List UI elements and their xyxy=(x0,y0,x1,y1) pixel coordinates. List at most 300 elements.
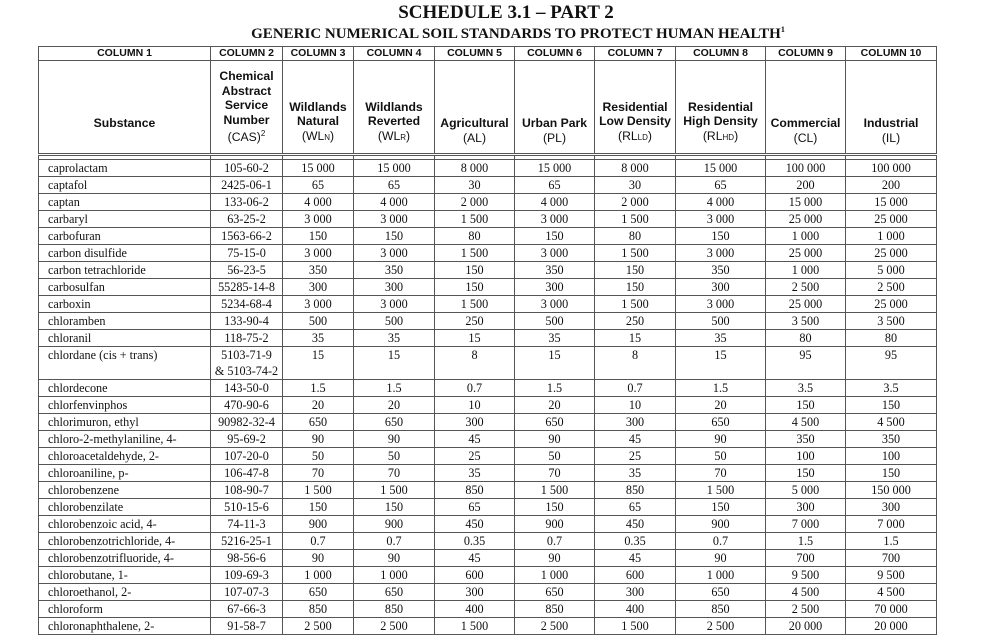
standard-value-cell: 0.7 xyxy=(435,380,515,397)
standard-value-cell: 80 xyxy=(846,330,937,347)
standard-value-cell: 15 xyxy=(515,347,595,380)
standard-value-cell: 1.5 xyxy=(766,533,846,550)
standard-value-cell: 25 000 xyxy=(846,296,937,313)
standard-value-cell: 1 000 xyxy=(515,567,595,584)
header-agricultural: Agricultural (AL) xyxy=(435,61,515,155)
standard-value-cell: 10 xyxy=(595,397,676,414)
substance-cell: chlorfenvinphos xyxy=(39,397,211,414)
standard-value-cell: 350 xyxy=(676,262,766,279)
standard-value-cell: 250 xyxy=(595,313,676,330)
standard-value-cell: 50 xyxy=(283,448,354,465)
standard-value-cell: 30 xyxy=(595,177,676,194)
standard-value-cell: 65 xyxy=(283,177,354,194)
standard-value-cell: 700 xyxy=(766,550,846,567)
schedule-subtitle xyxy=(18,25,1000,43)
standard-value-cell: 300 xyxy=(435,584,515,601)
standard-value-cell: 10 xyxy=(435,397,515,414)
standard-value-cell: 4 500 xyxy=(766,414,846,431)
cas-cell: 107-07-3 xyxy=(211,584,283,601)
column-number: COLUMN 3 xyxy=(283,47,354,61)
table-row xyxy=(39,211,937,228)
standard-value-cell: 50 xyxy=(676,448,766,465)
substance-cell: caprolactam xyxy=(39,160,211,177)
standard-value-cell: 150 xyxy=(676,228,766,245)
header-abbr: (CAS) xyxy=(227,130,261,145)
standard-value-cell: 300 xyxy=(435,414,515,431)
column-number: COLUMN 2 xyxy=(211,47,283,61)
standard-value-cell: 4 000 xyxy=(354,194,435,211)
substance-cell: chloranil xyxy=(39,330,211,347)
standard-value-cell: 200 xyxy=(766,177,846,194)
table-row xyxy=(39,533,937,550)
standard-value-cell: 3.5 xyxy=(846,380,937,397)
standard-value-cell: 150 xyxy=(846,397,937,414)
standard-value-cell: 1.5 xyxy=(354,380,435,397)
header-wildlands-reverted: Wildlands Reverted (WLR) xyxy=(354,61,435,155)
standard-value-cell: 2 000 xyxy=(435,194,515,211)
standard-value-cell: 15 xyxy=(676,347,766,380)
standard-value-cell: 300 xyxy=(676,279,766,296)
standard-value-cell: 900 xyxy=(354,516,435,533)
header-residential-low-density: Residential Low Density (RLLD) xyxy=(595,61,676,155)
substance-cell: captafol xyxy=(39,177,211,194)
table-row xyxy=(39,482,937,499)
standard-value-cell: 650 xyxy=(515,414,595,431)
standard-value-cell: 65 xyxy=(354,177,435,194)
substance-cell: carboxin xyxy=(39,296,211,313)
standard-value-cell: 30 xyxy=(435,177,515,194)
standard-value-cell: 850 xyxy=(595,482,676,499)
standard-value-cell: 400 xyxy=(595,601,676,618)
standard-value-cell: 1 500 xyxy=(435,618,515,635)
standard-value-cell: 650 xyxy=(676,414,766,431)
standard-value-cell: 250 xyxy=(435,313,515,330)
standard-value-cell: 1.5 xyxy=(846,533,937,550)
standard-value-cell: 20 000 xyxy=(766,618,846,635)
substance-cell: chloroethanol, 2- xyxy=(39,584,211,601)
standard-value-cell: 1 500 xyxy=(595,618,676,635)
standard-value-cell: 650 xyxy=(283,414,354,431)
standard-value-cell: 500 xyxy=(515,313,595,330)
standard-value-cell: 3 000 xyxy=(676,245,766,262)
standard-value-cell: 9 500 xyxy=(766,567,846,584)
standard-value-cell: 25 000 xyxy=(846,211,937,228)
standard-value-cell: 90 xyxy=(283,550,354,567)
standard-value-cell: 70 xyxy=(283,465,354,482)
standard-value-cell: 300 xyxy=(595,414,676,431)
table-row xyxy=(39,160,937,177)
header-abbr: (PL) xyxy=(542,130,567,145)
standard-value-cell: 35 xyxy=(354,330,435,347)
standard-value-cell: 1 500 xyxy=(283,482,354,499)
standard-value-cell: 4 500 xyxy=(846,584,937,601)
standard-value-cell: 350 xyxy=(354,262,435,279)
standard-value-cell: 65 xyxy=(435,499,515,516)
cas-cell: 67-66-3 xyxy=(211,601,283,618)
standard-value-cell: 7 000 xyxy=(846,516,937,533)
standard-value-cell: 3 000 xyxy=(354,296,435,313)
standard-value-cell: 0.7 xyxy=(354,533,435,550)
column-number-row xyxy=(39,47,937,61)
substance-cell: carbon disulfide xyxy=(39,245,211,262)
cas-cell: 1563-66-2 xyxy=(211,228,283,245)
standard-value-cell: 1 500 xyxy=(435,296,515,313)
table-row xyxy=(39,262,937,279)
standard-value-cell: 8 xyxy=(595,347,676,380)
standard-value-cell: 35 xyxy=(595,465,676,482)
standard-value-cell: 15 000 xyxy=(846,194,937,211)
standard-value-cell: 650 xyxy=(354,584,435,601)
standard-value-cell: 1 500 xyxy=(515,482,595,499)
standard-value-cell: 3.5 xyxy=(766,380,846,397)
substance-cell: chlorobenzene xyxy=(39,482,211,499)
standard-value-cell: 0.7 xyxy=(676,533,766,550)
substance-cell: chlordecone xyxy=(39,380,211,397)
standard-value-cell: 1 500 xyxy=(595,296,676,313)
standard-value-cell: 4 500 xyxy=(766,584,846,601)
table-row xyxy=(39,279,937,296)
standard-value-cell: 80 xyxy=(595,228,676,245)
header-abbr: (WLN) xyxy=(301,128,335,143)
cas-cell: 63-25-2 xyxy=(211,211,283,228)
cas-cell: 2425-06-1 xyxy=(211,177,283,194)
standard-value-cell: 1 000 xyxy=(766,228,846,245)
standard-value-cell: 25 000 xyxy=(846,245,937,262)
cas-cell: 107-20-0 xyxy=(211,448,283,465)
standard-value-cell: 500 xyxy=(354,313,435,330)
standard-value-cell: 1.5 xyxy=(515,380,595,397)
standard-value-cell: 500 xyxy=(283,313,354,330)
substance-cell: chlorobenzoic acid, 4- xyxy=(39,516,211,533)
standard-value-cell: 2 500 xyxy=(676,618,766,635)
standard-value-cell: 1 500 xyxy=(354,482,435,499)
table-row xyxy=(39,567,937,584)
standard-value-cell: 4 000 xyxy=(283,194,354,211)
standard-value-cell: 5 000 xyxy=(766,482,846,499)
standard-value-cell: 25 xyxy=(595,448,676,465)
standard-value-cell: 90 xyxy=(676,550,766,567)
standard-value-cell: 25 000 xyxy=(766,245,846,262)
standard-value-cell: 15 000 xyxy=(515,160,595,177)
standard-value-cell: 650 xyxy=(676,584,766,601)
cas-cell: 105-60-2 xyxy=(211,160,283,177)
standard-value-cell: 15 000 xyxy=(283,160,354,177)
table-row xyxy=(39,584,937,601)
cas-cell: 470-90-6 xyxy=(211,397,283,414)
header-abbr: (AL) xyxy=(462,130,487,145)
standard-value-cell: 2 500 xyxy=(354,618,435,635)
standard-value-cell: 95 xyxy=(766,347,846,380)
standard-value-cell: 900 xyxy=(676,516,766,533)
standard-value-cell: 35 xyxy=(676,330,766,347)
header-wildlands-natural: Wildlands Natural (WLN) xyxy=(283,61,354,155)
standard-value-cell: 400 xyxy=(435,601,515,618)
standard-value-cell: 3 000 xyxy=(676,211,766,228)
cas-cell: 91-58-7 xyxy=(211,618,283,635)
standard-value-cell: 850 xyxy=(435,482,515,499)
standard-value-cell: 45 xyxy=(595,431,676,448)
standard-value-cell: 50 xyxy=(354,448,435,465)
standard-value-cell: 100 xyxy=(846,448,937,465)
standard-value-cell: 1 000 xyxy=(354,567,435,584)
standard-value-cell: 3 000 xyxy=(283,296,354,313)
standard-value-cell: 2 000 xyxy=(595,194,676,211)
standard-value-cell: 3 500 xyxy=(766,313,846,330)
substance-cell: carbaryl xyxy=(39,211,211,228)
standard-value-cell: 0.35 xyxy=(595,533,676,550)
standard-value-cell: 300 xyxy=(846,499,937,516)
table-row xyxy=(39,313,937,330)
standard-value-cell: 90 xyxy=(515,550,595,567)
cas-cell: 5103-71-9 & 5103-74-2 xyxy=(211,347,283,380)
header-abbr: (RLLD) xyxy=(618,128,652,143)
standard-value-cell: 0.7 xyxy=(595,380,676,397)
standard-value-cell: 3 000 xyxy=(676,296,766,313)
standard-value-cell: 15 xyxy=(283,347,354,380)
substance-cell: carbofuran xyxy=(39,228,211,245)
standard-value-cell: 3 000 xyxy=(515,296,595,313)
substance-cell: chloro-2-methylaniline, 4- xyxy=(39,431,211,448)
standard-value-cell: 1 500 xyxy=(595,211,676,228)
table-row xyxy=(39,448,937,465)
column-number: COLUMN 4 xyxy=(354,47,435,61)
table-row xyxy=(39,550,937,567)
standard-value-cell: 20 xyxy=(676,397,766,414)
standard-value-cell: 3 000 xyxy=(354,245,435,262)
standard-value-cell: 7 000 xyxy=(766,516,846,533)
standard-value-cell: 1 500 xyxy=(676,482,766,499)
schedule-title: SCHEDULE 3.1 – PART 2 xyxy=(398,2,614,23)
standard-value-cell: 4 000 xyxy=(676,194,766,211)
standard-value-cell: 450 xyxy=(435,516,515,533)
cas-cell: 5216-25-1 xyxy=(211,533,283,550)
standard-value-cell: 150 xyxy=(766,397,846,414)
standard-value-cell: 650 xyxy=(283,584,354,601)
header-abbr: (WLR) xyxy=(377,128,411,143)
column-header-row xyxy=(39,61,937,155)
header-urban-park: Urban Park (PL) xyxy=(515,61,595,155)
standard-value-cell: 15 000 xyxy=(354,160,435,177)
standard-value-cell: 900 xyxy=(283,516,354,533)
standard-value-cell: 3 000 xyxy=(515,245,595,262)
standard-value-cell: 1 500 xyxy=(435,245,515,262)
standard-value-cell: 350 xyxy=(283,262,354,279)
standard-value-cell: 150 xyxy=(354,499,435,516)
standard-value-cell: 350 xyxy=(515,262,595,279)
substance-cell: chloroaniline, p- xyxy=(39,465,211,482)
standard-value-cell: 70 xyxy=(515,465,595,482)
standard-value-cell: 70 000 xyxy=(846,601,937,618)
standard-value-cell: 1.5 xyxy=(283,380,354,397)
standard-value-cell: 8 000 xyxy=(595,160,676,177)
standard-value-cell: 1 500 xyxy=(595,245,676,262)
cas-cell: 108-90-7 xyxy=(211,482,283,499)
standard-value-cell: 1 000 xyxy=(766,262,846,279)
standard-value-cell: 65 xyxy=(515,177,595,194)
standard-value-cell: 300 xyxy=(595,584,676,601)
standard-value-cell: 450 xyxy=(595,516,676,533)
standard-value-cell: 150 xyxy=(515,499,595,516)
header-industrial: Industrial (IL) xyxy=(846,61,937,155)
standard-value-cell: 20 xyxy=(354,397,435,414)
standard-value-cell: 350 xyxy=(766,431,846,448)
standard-value-cell: 300 xyxy=(283,279,354,296)
standard-value-cell: 0.35 xyxy=(435,533,515,550)
standard-value-cell: 95 xyxy=(846,347,937,380)
standard-value-cell: 100 000 xyxy=(766,160,846,177)
cas-cell: 90982-32-4 xyxy=(211,414,283,431)
column-number: COLUMN 10 xyxy=(846,47,937,61)
standard-value-cell: 500 xyxy=(676,313,766,330)
standard-value-cell: 1.5 xyxy=(676,380,766,397)
standard-value-cell: 150 xyxy=(595,279,676,296)
standard-value-cell: 1 000 xyxy=(283,567,354,584)
substance-cell: chlorobenzotrichloride, 4- xyxy=(39,533,211,550)
standard-value-cell: 20 xyxy=(515,397,595,414)
standard-value-cell: 25 000 xyxy=(766,296,846,313)
standard-value-cell: 20 000 xyxy=(846,618,937,635)
standard-value-cell: 35 xyxy=(283,330,354,347)
table-row xyxy=(39,465,937,482)
standard-value-cell: 150 xyxy=(354,228,435,245)
standard-value-cell: 90 xyxy=(354,431,435,448)
standard-value-cell: 4 000 xyxy=(515,194,595,211)
cas-cell: 510-15-6 xyxy=(211,499,283,516)
standard-value-cell: 8 xyxy=(435,347,515,380)
standard-value-cell: 90 xyxy=(676,431,766,448)
table-row xyxy=(39,228,937,245)
standard-value-cell: 350 xyxy=(846,431,937,448)
standard-value-cell: 15 000 xyxy=(676,160,766,177)
standard-value-cell: 90 xyxy=(283,431,354,448)
table-row xyxy=(39,397,937,414)
standard-value-cell: 150 xyxy=(676,499,766,516)
table-row xyxy=(39,330,937,347)
standard-value-cell: 25 000 xyxy=(766,211,846,228)
substance-cell: chlorobenzotrifluoride, 4- xyxy=(39,550,211,567)
standard-value-cell: 150 xyxy=(435,262,515,279)
standard-value-cell: 35 xyxy=(435,465,515,482)
cas-cell: 133-90-4 xyxy=(211,313,283,330)
standard-value-cell: 80 xyxy=(435,228,515,245)
column-number: COLUMN 9 xyxy=(766,47,846,61)
standard-value-cell: 2 500 xyxy=(766,279,846,296)
standard-value-cell: 65 xyxy=(676,177,766,194)
standard-value-cell: 900 xyxy=(515,516,595,533)
standard-value-cell: 0.7 xyxy=(515,533,595,550)
cas-cell: 118-75-2 xyxy=(211,330,283,347)
standard-value-cell: 200 xyxy=(846,177,937,194)
soil-standards-table xyxy=(38,46,937,635)
standard-value-cell: 3 000 xyxy=(283,245,354,262)
standard-value-cell: 2 500 xyxy=(766,601,846,618)
standard-value-cell: 150 xyxy=(435,279,515,296)
header-abbr: (IL) xyxy=(881,130,901,145)
standard-value-cell: 700 xyxy=(846,550,937,567)
standard-value-cell: 300 xyxy=(354,279,435,296)
substance-cell: carbon tetrachloride xyxy=(39,262,211,279)
standard-value-cell: 3 500 xyxy=(846,313,937,330)
standard-value-cell: 150 xyxy=(766,465,846,482)
column-number: COLUMN 7 xyxy=(595,47,676,61)
standard-value-cell: 35 xyxy=(515,330,595,347)
standard-value-cell: 600 xyxy=(435,567,515,584)
substance-cell: chloronaphthalene, 2- xyxy=(39,618,211,635)
substance-cell: captan xyxy=(39,194,211,211)
column-number: COLUMN 1 xyxy=(39,47,211,61)
standard-value-cell: 150 xyxy=(515,228,595,245)
standard-value-cell: 45 xyxy=(435,550,515,567)
standard-value-cell: 850 xyxy=(515,601,595,618)
cas-cell: 5234-68-4 xyxy=(211,296,283,313)
standard-value-cell: 45 xyxy=(595,550,676,567)
standard-value-cell: 2 500 xyxy=(283,618,354,635)
subtitle-text: GENERIC NUMERICAL SOIL STANDARDS TO PROTECT HUMAN HEALTH xyxy=(251,26,781,42)
cas-cell: 109-69-3 xyxy=(211,567,283,584)
substance-cell: chlorimuron, ethyl xyxy=(39,414,211,431)
table-row xyxy=(39,296,937,313)
standard-value-cell: 0.7 xyxy=(283,533,354,550)
table-row xyxy=(39,347,937,380)
standard-value-cell: 15 xyxy=(595,330,676,347)
standard-value-cell: 850 xyxy=(283,601,354,618)
standard-value-cell: 100 000 xyxy=(846,160,937,177)
cas-cell: 143-50-0 xyxy=(211,380,283,397)
standard-value-cell: 300 xyxy=(766,499,846,516)
standard-value-cell: 1 000 xyxy=(846,228,937,245)
column-number: COLUMN 5 xyxy=(435,47,515,61)
standard-value-cell: 45 xyxy=(435,431,515,448)
standard-value-cell: 80 xyxy=(766,330,846,347)
standard-value-cell: 70 xyxy=(354,465,435,482)
standard-value-cell: 5 000 xyxy=(846,262,937,279)
standard-value-cell: 15 000 xyxy=(766,194,846,211)
standard-value-cell: 9 500 xyxy=(846,567,937,584)
standard-value-cell: 25 xyxy=(435,448,515,465)
header-cas: Chemical Abstract Service Number (CAS)$^2$ xyxy=(211,61,283,155)
standard-value-cell: 100 xyxy=(766,448,846,465)
standard-value-cell: 3 000 xyxy=(354,211,435,228)
cas-cell: 95-69-2 xyxy=(211,431,283,448)
header-abbr: (RLHD) xyxy=(702,128,739,143)
table-row xyxy=(39,618,937,635)
standard-value-cell: 50 xyxy=(515,448,595,465)
table-row xyxy=(39,177,937,194)
header-abbr: (CL) xyxy=(793,130,818,145)
table-row xyxy=(39,194,937,211)
cas-cell: 55285-14-8 xyxy=(211,279,283,296)
standard-value-cell: 8 000 xyxy=(435,160,515,177)
standard-value-cell: 150 xyxy=(283,228,354,245)
standard-value-cell: 150 xyxy=(283,499,354,516)
subtitle-footnote: 1 xyxy=(780,25,785,34)
table-row xyxy=(39,380,937,397)
substance-cell: chloroacetaldehyde, 2- xyxy=(39,448,211,465)
standard-value-cell: 600 xyxy=(595,567,676,584)
column-number: COLUMN 8 xyxy=(676,47,766,61)
table-row xyxy=(39,601,937,618)
standard-value-cell: 650 xyxy=(515,584,595,601)
standard-value-cell: 1 000 xyxy=(676,567,766,584)
standard-value-cell: 150 xyxy=(846,465,937,482)
standard-value-cell: 15 xyxy=(354,347,435,380)
substance-cell: chloroform xyxy=(39,601,211,618)
standard-value-cell: 650 xyxy=(354,414,435,431)
table-row xyxy=(39,431,937,448)
table-body xyxy=(39,160,937,635)
standard-value-cell: 90 xyxy=(515,431,595,448)
cas-cell: 98-56-6 xyxy=(211,550,283,567)
